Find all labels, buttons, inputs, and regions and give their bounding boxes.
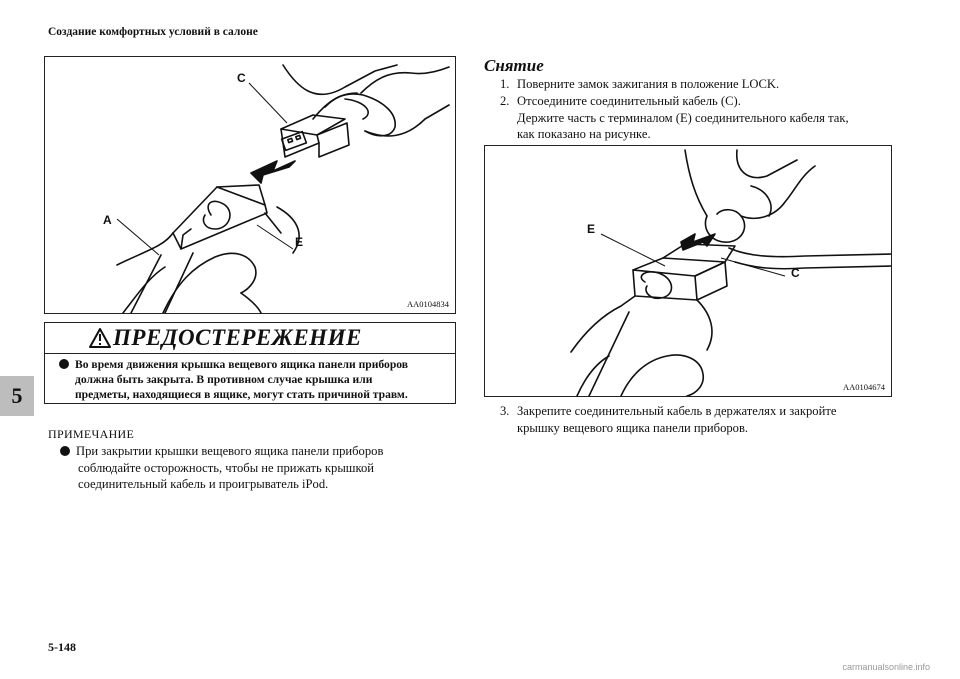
chapter-tab: 5 [0,376,34,416]
step-2 [500,93,900,143]
figure-usb-connector [44,56,456,314]
note-line: При закрытии крышки вещевого ящика панели приборов [76,444,384,458]
bullet-icon [59,359,69,369]
warning-line: должна быть закрыта. В противном случае крышка или [75,373,373,387]
warning-text [59,357,451,403]
step-1 [500,76,900,93]
step-text: как показано на рисунке. [517,127,651,142]
warning-title: ПРЕДОСТЕРЕЖЕНИЕ [113,325,362,350]
cable-removal-illustration [485,146,891,396]
warning-line: Во время движения крышка вещевого ящика панели приборов [75,358,409,371]
watermark: carmanualsonline.info [842,662,930,672]
step-text: Закрепите соединительный кабель в держателях и закройте [517,404,837,418]
figure-cable-removal [484,145,892,397]
callout-a: A [103,213,112,227]
figure-id: AA0104674 [842,382,885,392]
step-text: Держите часть с терминалом (E) соединительного кабеля так, [517,110,849,125]
section-title: Снятие [484,56,544,75]
callout-c: C [791,266,800,280]
step-3 [500,403,900,437]
step-text: Отсоедините соединительный кабель (C). [517,93,741,108]
warning-box [44,322,456,404]
steps-list-top [500,76,900,143]
step-text: крышку вещевого ящика панели приборов. [517,420,749,435]
note-line: соединительный кабель и проигрыватель iPod. [78,477,329,491]
usb-connector-illustration [45,57,455,313]
note-text [60,443,455,493]
step-number: 1. [500,77,510,91]
bullet-icon [60,446,70,456]
callout-e: E [295,235,304,249]
note-line: соблюдайте осторожность, чтобы не прижать крышкой [78,460,375,475]
figure-id: AA0104834 [406,299,449,309]
callout-c: C [237,71,246,85]
note-title: ПРИМЕЧАНИЕ [48,427,135,441]
page-header: Создание комфортных условий в салоне [48,26,258,38]
callout-e: E [587,222,596,236]
warning-header [45,323,455,354]
warning-triangle-icon [89,328,111,348]
step-number: 3. [500,404,510,418]
step-number: 2. [500,93,510,108]
step-text: Поверните замок зажигания в положение LOCK. [517,77,780,91]
warning-line: предметы, находящиеся в ящике, могут стать причиной травм. [75,388,408,402]
page-number: 5-148 [48,640,76,654]
steps-list-bottom [500,403,900,437]
